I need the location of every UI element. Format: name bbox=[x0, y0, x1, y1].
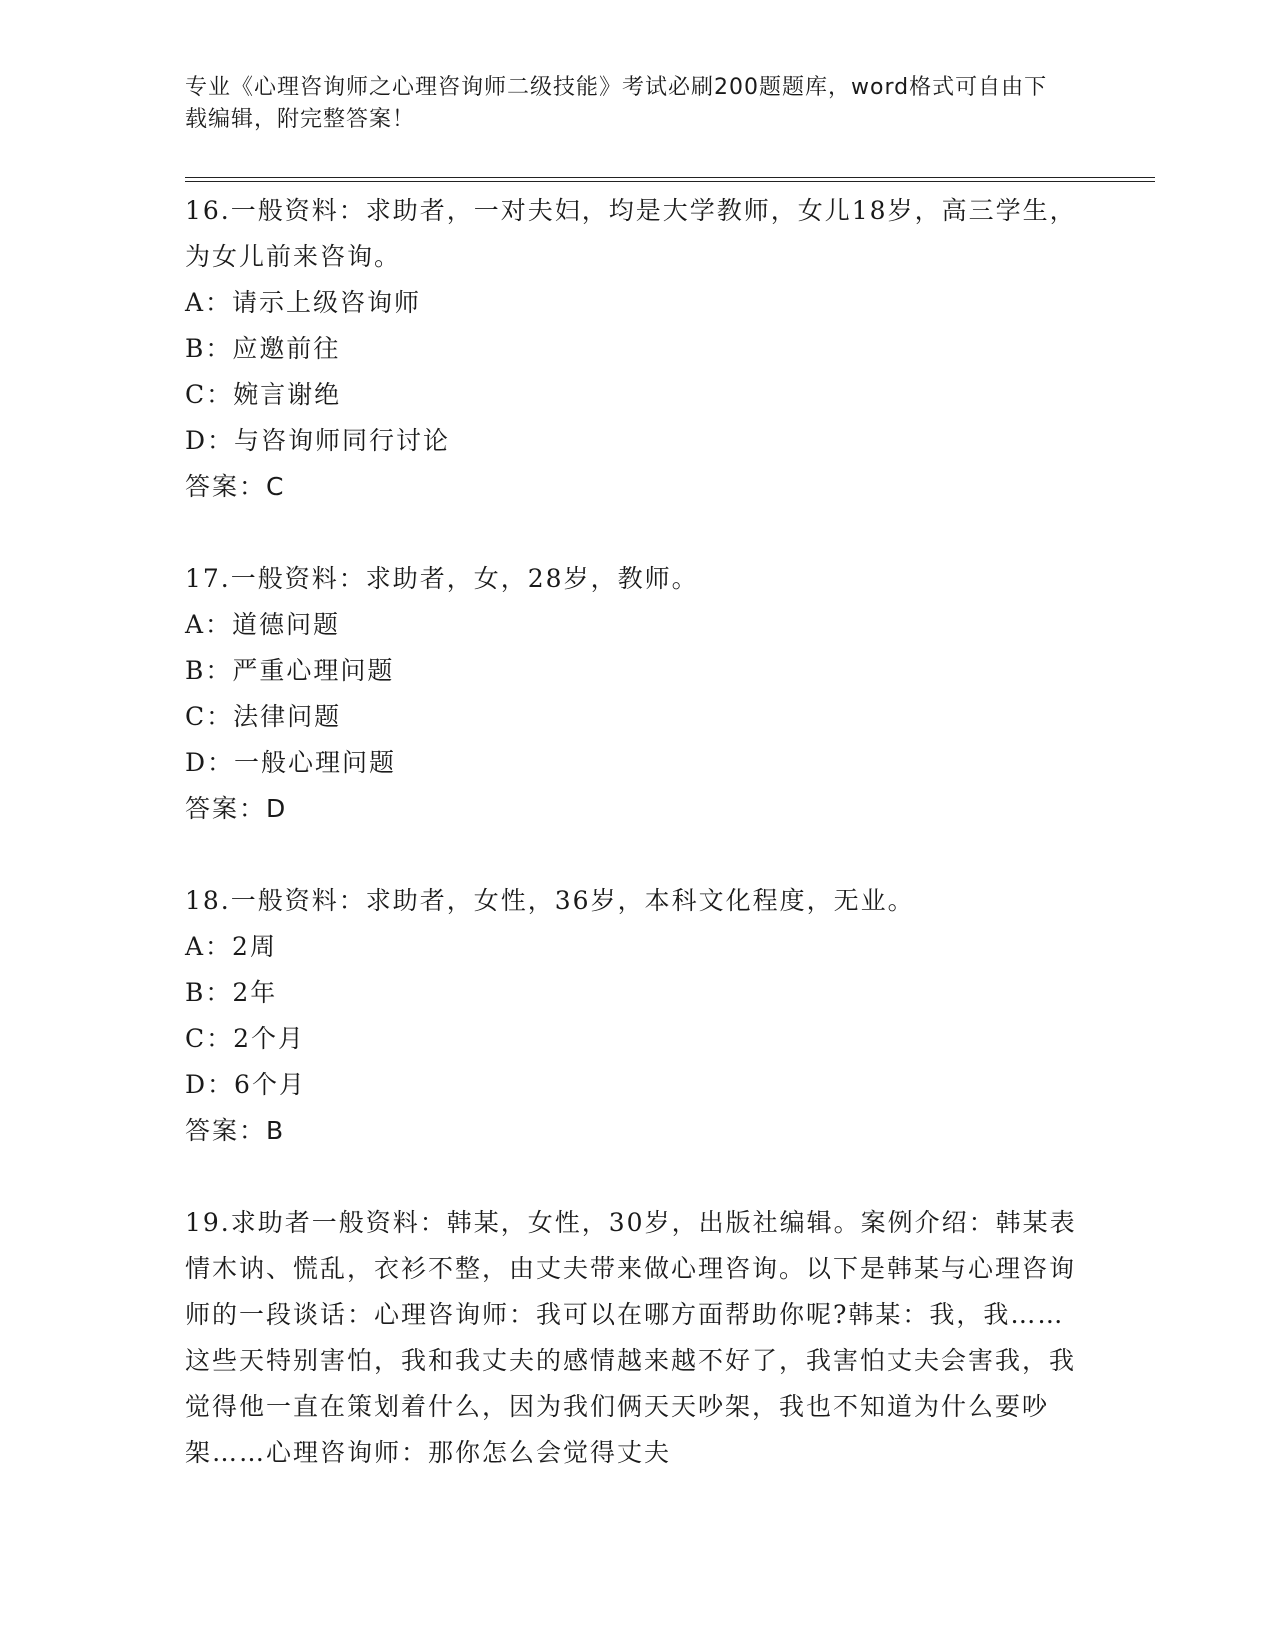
question-stem: 18.一般资料：求助者，女性，36岁，本科文化程度，无业。 bbox=[185, 886, 915, 915]
option-a: A：道德问题 bbox=[185, 610, 341, 639]
option-c: C：婉言谢绝 bbox=[185, 380, 342, 409]
spacer bbox=[185, 1154, 1085, 1200]
question-stem: 16.一般资料：求助者，一对夫妇，均是大学教师，女儿18岁，高三学生，为女儿前来咨询。 bbox=[185, 196, 1077, 271]
question-18 bbox=[185, 878, 1085, 1154]
header-title: 专业《心理咨询师之心理咨询师二级技能》考试必刷200题题库，word格式可自由下载编辑，附完整答案！ bbox=[185, 75, 1048, 132]
option-d: D：6个月 bbox=[185, 1070, 306, 1099]
option-a: A：请示上级咨询师 bbox=[185, 288, 422, 317]
option-b: B：严重心理问题 bbox=[185, 656, 395, 685]
question-17 bbox=[185, 556, 1085, 832]
question-stem: 17.一般资料：求助者，女，28岁，教师。 bbox=[185, 564, 699, 593]
spacer bbox=[185, 510, 1085, 556]
option-a: A：2周 bbox=[185, 932, 277, 961]
question-16 bbox=[185, 188, 1085, 510]
header-divider-top bbox=[185, 177, 1155, 178]
option-d: D：一般心理问题 bbox=[185, 748, 397, 777]
question-19 bbox=[185, 1200, 1085, 1476]
spacer bbox=[185, 832, 1085, 878]
page-header bbox=[185, 72, 1065, 136]
answer-label: 答案：B bbox=[185, 1116, 286, 1145]
question-stem: 19.求助者一般资料：韩某，女性，30岁，出版社编辑。案例介绍：韩某表情木讷、慌乱，衣衫不整，由丈夫带来做心理咨询。以下是韩某与心理咨询师的一段谈话：心理咨询师：我可以在哪方面帮助你呢?韩某：我，我……这些天特别害怕，我和我丈夫的感情越来越不好了，我害怕丈夫会害我，我觉得他一直在策划着什么，因为我们俩天天吵架，我也不知道为什么要吵架……心理咨询师：那你怎么会觉得丈夫 bbox=[185, 1208, 1077, 1467]
option-b: B：2年 bbox=[185, 978, 278, 1007]
option-c: C：2个月 bbox=[185, 1024, 306, 1053]
option-d: D：与咨询师同行讨论 bbox=[185, 426, 451, 455]
answer-label: 答案：C bbox=[185, 472, 286, 501]
header-divider-bottom bbox=[185, 181, 1155, 182]
option-b: B：应邀前往 bbox=[185, 334, 341, 363]
question-list bbox=[185, 188, 1085, 1476]
answer-label: 答案：D bbox=[185, 794, 288, 823]
option-c: C：法律问题 bbox=[185, 702, 342, 731]
